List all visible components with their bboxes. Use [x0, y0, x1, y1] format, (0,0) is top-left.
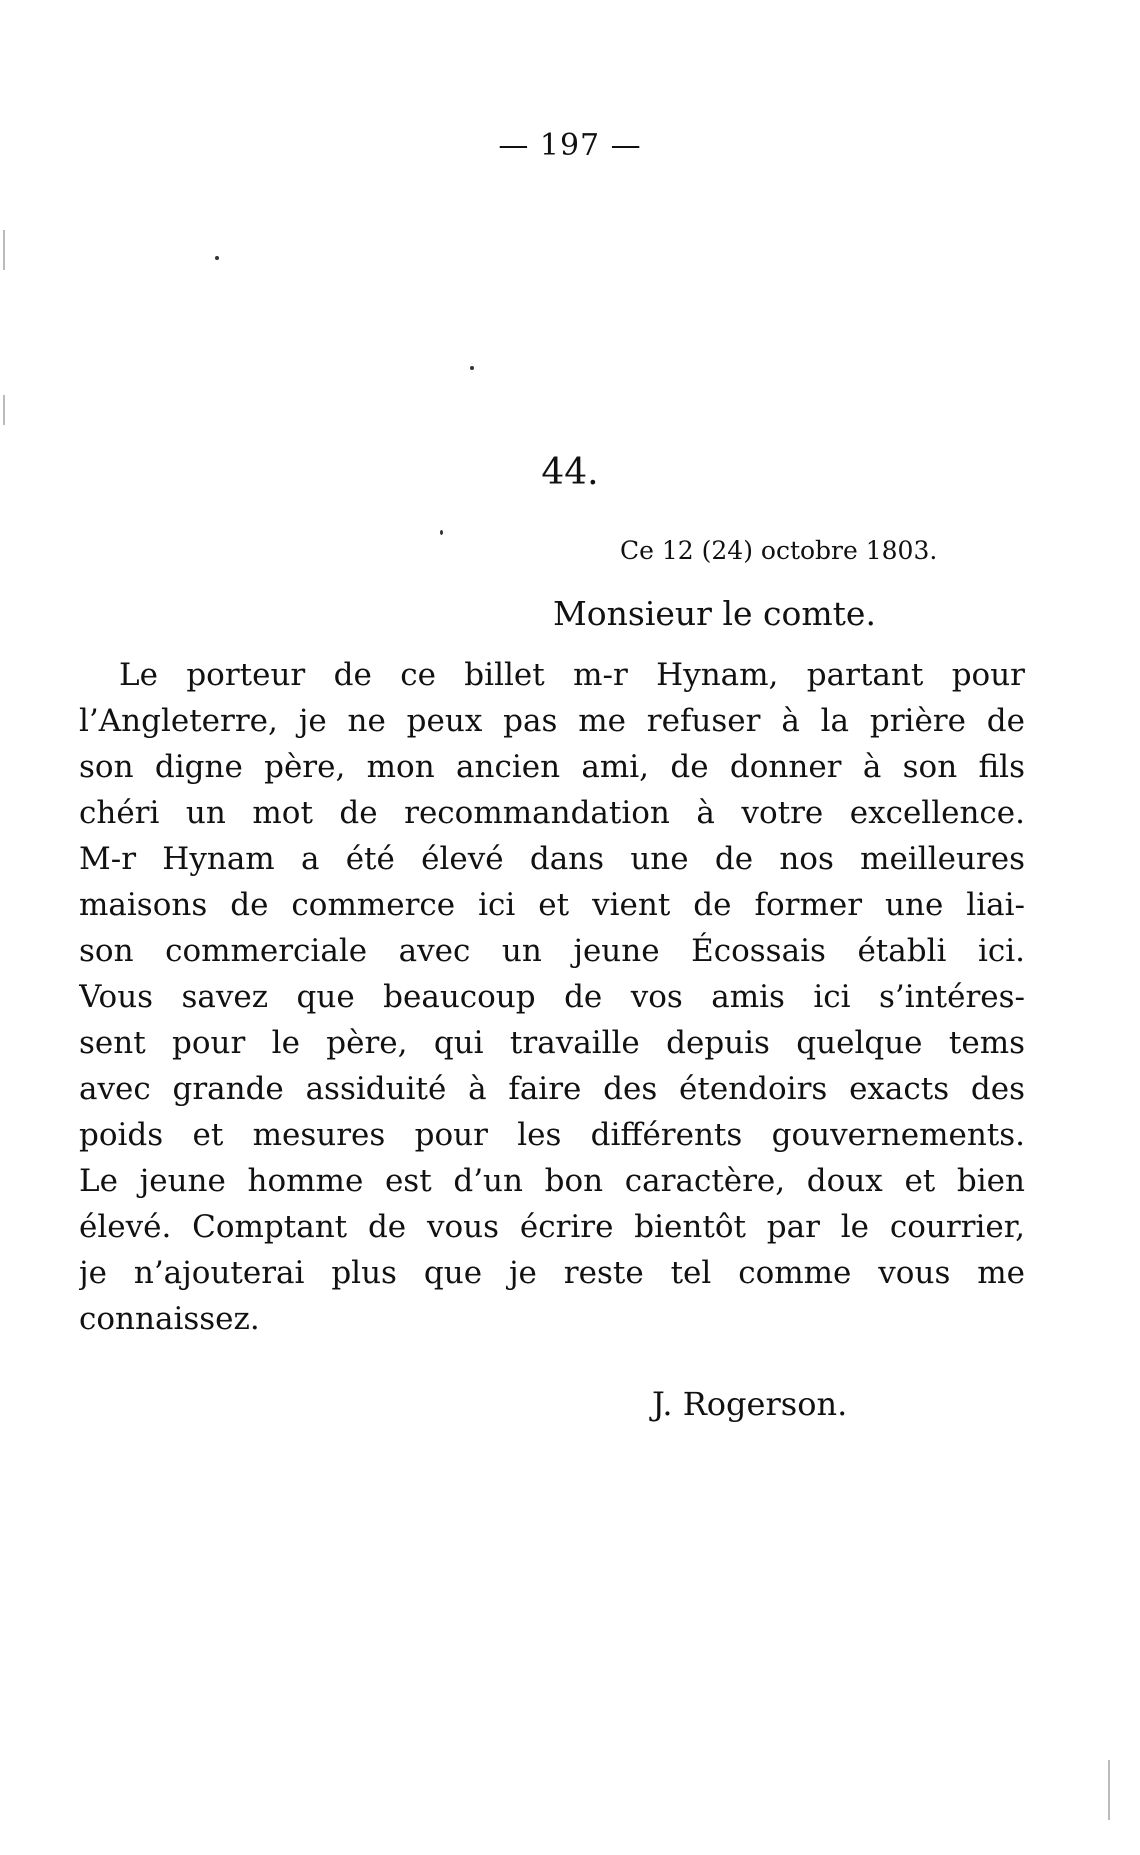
- body-line: poids et mesures pour les différents gouvernements.: [79, 1117, 1025, 1153]
- letter-date: Ce 12 (24) octobre 1803.: [620, 536, 938, 565]
- scan-speck: [440, 530, 443, 535]
- letter-signature: J. Rogerson.: [652, 1385, 848, 1423]
- body-line: son commerciale avec un jeune Écossais établi ici.: [79, 933, 1025, 969]
- scan-edge-mark: [1108, 1760, 1110, 1820]
- scan-edge-mark: [3, 230, 5, 270]
- body-line: Le jeune homme est d’un bon caractère, doux et bien: [79, 1163, 1025, 1199]
- letter-salutation: Monsieur le comte.: [553, 594, 876, 633]
- scan-edge-mark: [3, 395, 5, 425]
- body-line: l’Angleterre, je ne peux pas me refuser à la prière de: [79, 703, 1025, 739]
- body-line: élevé. Comptant de vous écrire bientôt par le courrier,: [79, 1209, 1025, 1245]
- scan-speck: [215, 256, 219, 260]
- body-line: Vous savez que beaucoup de vos amis ici s’intéres-: [79, 979, 1025, 1015]
- page-number: — 197 —: [498, 128, 642, 163]
- body-line: son digne père, mon ancien ami, de donner à son fils: [79, 749, 1025, 785]
- body-line: connaissez.: [79, 1301, 260, 1337]
- body-line: sent pour le père, qui travaille depuis quelque tems: [79, 1025, 1025, 1061]
- body-line: je n’ajouterai plus que je reste tel comme vous me: [79, 1255, 1025, 1291]
- body-line: M-r Hynam a été élevé dans une de nos meilleures: [79, 841, 1025, 877]
- letter-body: [79, 652, 1025, 1342]
- body-line: chéri un mot de recommandation à votre excellence.: [79, 795, 1025, 831]
- letter-number: 44.: [541, 452, 599, 493]
- body-line: maisons de commerce ici et vient de former une liai-: [79, 887, 1025, 923]
- body-line: avec grande assiduité à faire des étendoirs exacts des: [79, 1071, 1025, 1107]
- body-line: Le porteur de ce billet m-r Hynam, partant pour: [119, 657, 1025, 693]
- scan-speck: [470, 366, 474, 370]
